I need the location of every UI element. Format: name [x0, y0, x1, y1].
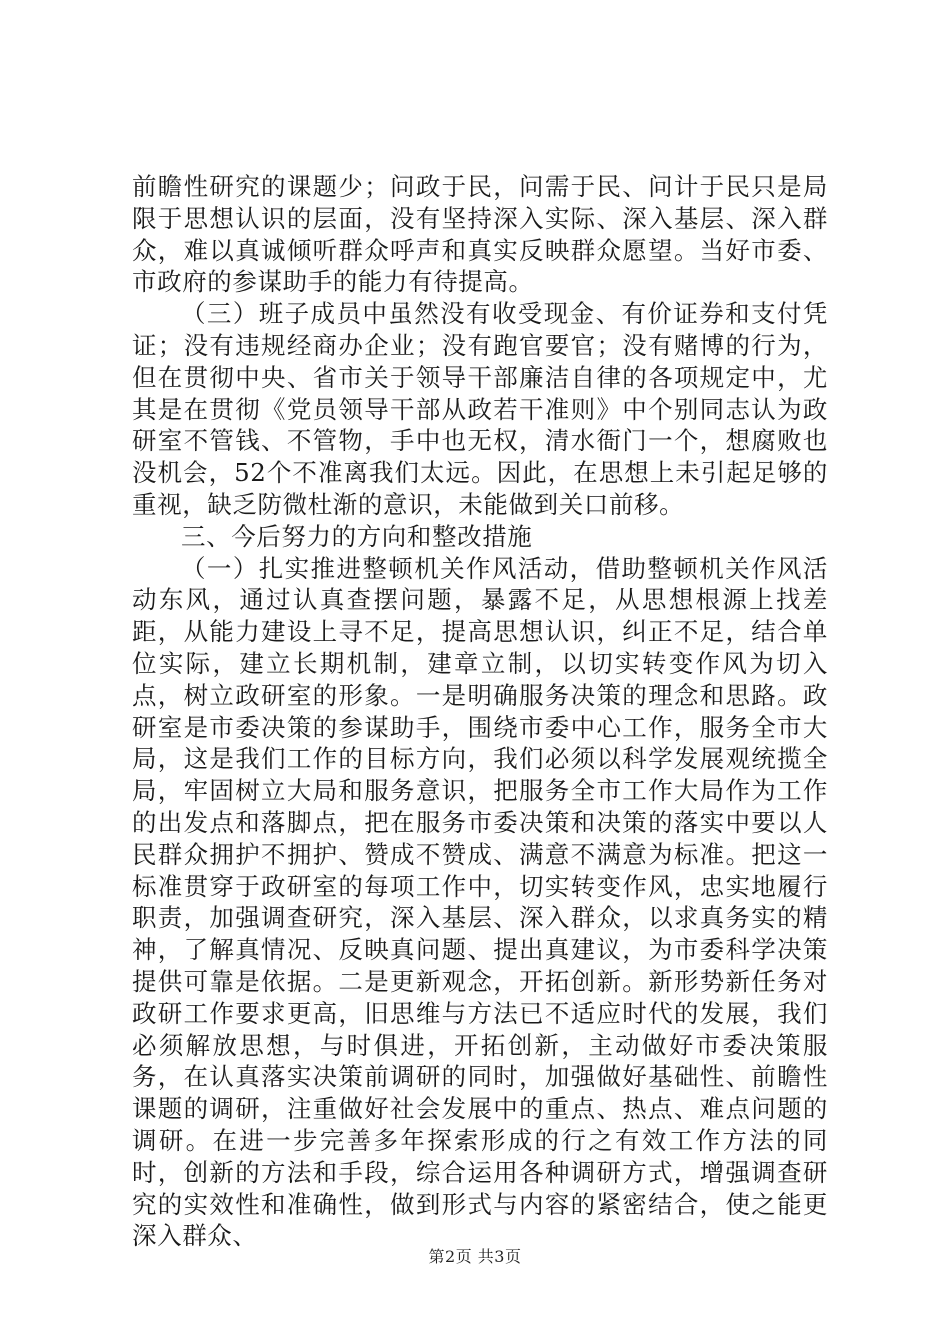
- paragraph-section-three: （三）班子成员中虽然没有收受现金、有价证券和支付凭证；没有违规经商办企业；没有跑官要官；没有赌博的行为，但在贯彻中央、省市关于领导干部廉洁自律的各项规定中，尤其是在贯彻《党员领导干部从政若干准则》中个别同志认为政研室不管钱、不管物，手中也无权，清水衙门一个，想腐败也没机会，52个不准离我们太远。因此，在思想上未引起足够的重视，缺乏防微杜渐的意识，未能做到关口前移。: [132, 299, 828, 519]
- paragraph-continuation: 前瞻性研究的课题少；问政于民，问需于民、问计于民只是局限于思想认识的层面，没有坚持深入实际、深入基层、深入群众，难以真诚倾听群众呼声和真实反映群众愿望。当好市委、市政府的参谋助手的能力有待提高。: [132, 172, 828, 297]
- document-body: [132, 171, 828, 1252]
- section-heading: 三、今后努力的方向和整改措施: [181, 521, 533, 551]
- page-footer: 第2页 共3页: [428, 1247, 522, 1266]
- paragraph-measure-one: （一）扎实推进整顿机关作风活动，借助整顿机关作风活动东风，通过认真查摆问题，暴露不足，从思想根源上找差距，从能力建设上寻不足，提高思想认识，纠正不足，结合单位实际，建立长期机制，建章立制，以切实转变作风为切入点，树立政研室的形象。一是明确服务决策的理念和思路。政研室是市委决策的参谋助手，围绕市委中心工作，服务全市大局，这是我们工作的目标方向，我们必须以科学发展观统揽全局，牢固树立大局和服务意识，把服务全市工作大局作为工作的出发点和落脚点，把在服务市委决策和决策的落实中要以人民群众拥护不拥护、赞成不赞成、满意不满意为标准。把这一标准贯穿于政研室的每项工作中，切实转变作风，忠实地履行职责，加强调查研究，深入基层、深入群众，以求真务实的精神，了解真情况、反映真问题、提出真建议，为市委科学决策提供可靠是依据。二是更新观念，开拓创新。新形势新任务对政研工作要求更高，旧思维与方法已不适应时代的发展，我们必须解放思想，与时俱进，开拓创新，主动做好市委决策服务，在认真落实决策前调研的同时，加强做好基础性、前瞻性课题的调研，注重做好社会发展中的重点、热点、难点问题的调研。在进一步完善多年探索形成的行之有效工作方法的同时，创新的方法和手段，综合运用各种调研方式，增强调查研究的实效性和准确性，做到形式与内容的紧密结合，使之能更深入群众、: [132, 553, 828, 1251]
